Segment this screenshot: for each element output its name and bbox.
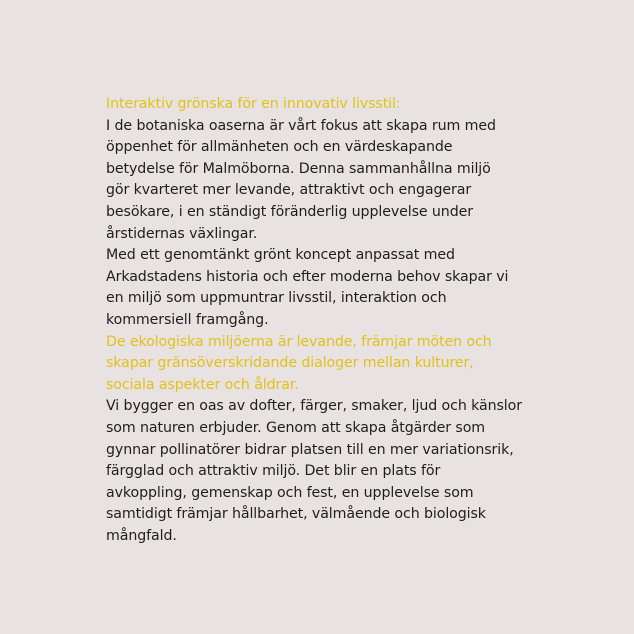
paragraph-3-line: mångfald. (106, 527, 177, 544)
paragraph-2-line: en miljö som uppmuntrar livsstil, interaktion och (106, 290, 447, 307)
paragraph-3-line: gynnar pollinatörer bidrar platsen till en mer variationsrik, (106, 441, 514, 458)
heading (106, 94, 546, 116)
paragraph-3-line: avkoppling, gemenskap och fest, en upplevelse som (106, 484, 474, 501)
paragraph-1-line: besökare, i en ständigt föränderlig upplevelse under (106, 203, 473, 220)
paragraph-2-line: kommersiell framgång. (106, 311, 269, 328)
paragraph-3-line: färgglad och attraktiv miljö. Det blir en plats för (106, 463, 441, 480)
paragraph-1-line: årstidernas växlingar. (106, 225, 258, 242)
paragraph-2-line: Arkadstadens historia och efter moderna behov skapar vi (106, 268, 509, 285)
highlight-line: De ekologiska miljöerna är levande, främjar möten och (106, 333, 492, 350)
paragraph-3-line: Vi bygger en oas av dofter, färger, smaker, ljud och känslor (106, 398, 522, 415)
paragraph-2-line: Med ett genomtänkt grönt koncept anpassat med (106, 247, 455, 264)
paragraph-1-line: gör kvarteret mer levande, attraktivt och engagerar (106, 182, 472, 199)
highlight-line: skapar gränsöverskridande dialoger mellan kulturer, (106, 355, 474, 372)
heading-line: Interaktiv grönska för en innovativ livsstil: (106, 96, 401, 112)
paragraph-1-line: I de botaniska oaserna är vårt fokus att skapa rum med (106, 117, 496, 134)
paragraph-3-line: samtidigt främjar hållbarhet, välmående och biologisk (106, 506, 486, 523)
paragraph-3 (106, 396, 546, 547)
text-block (106, 94, 546, 547)
highlight-paragraph (106, 332, 546, 397)
highlight-line: sociala aspekter och åldrar. (106, 376, 299, 393)
paragraph-1 (106, 116, 546, 246)
paragraph-3-line: som naturen erbjuder. Genom att skapa åtgärder som (106, 419, 486, 436)
paragraph-2 (106, 245, 546, 331)
paragraph-1-line: betydelse för Malmöborna. Denna sammanhållna miljö (106, 160, 491, 177)
paragraph-1-line: öppenhet för allmänheten och en värdeskapande (106, 139, 453, 156)
